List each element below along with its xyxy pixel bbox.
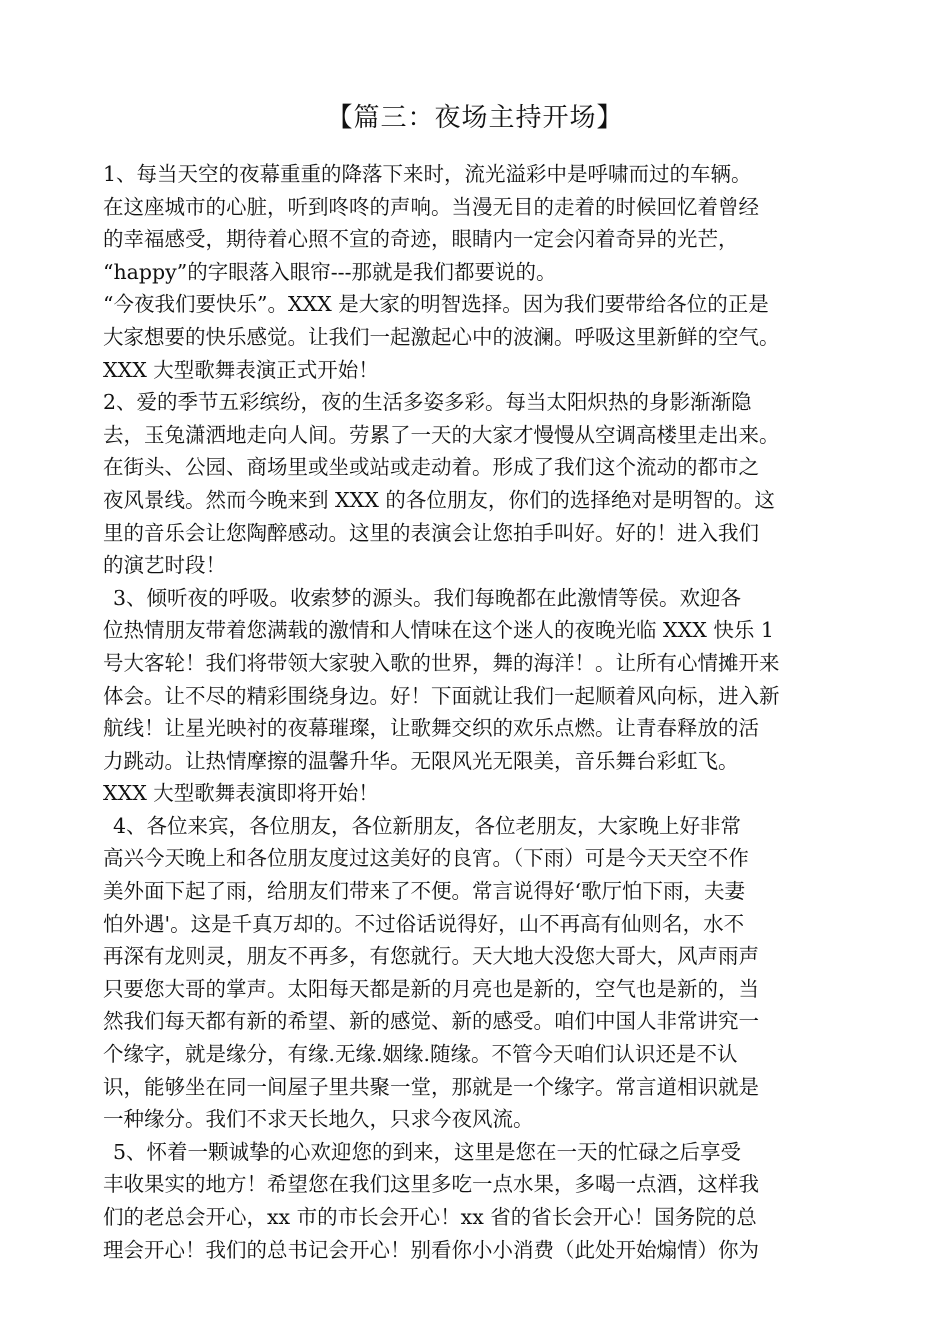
text-line: 航线！让星光映衬的夜幕璀璨，让歌舞交织的欢乐点燃。让青春释放的活 [103,716,759,741]
text-line: 个缘字，就是缘分，有缘.无缘.姻缘.随缘。不管今天咱们认识还是不认 [103,1042,738,1067]
text-line: 2、爱的季节五彩缤纷，夜的生活多姿多彩。每当太阳炽热的身影渐渐隐 [103,390,752,415]
text-line: 5、怀着一颗诚挚的心欢迎您的到来，这里是您在一天的忙碌之后享受 [113,1139,742,1164]
text-line: 只要您大哥的掌声。太阳每天都是新的月亮也是新的，空气也是新的，当 [103,976,759,1001]
text-line: “happy”的字眼落入眼帘---那就是我们都要说的。 [103,259,557,284]
text-line: 怕外遇'。这是千真万却的。不过俗话说得好，山不再高有仙则名，水不 [103,911,745,936]
text-line: XXX 大型歌舞表演正式开始！ [103,357,379,382]
text-line: “今夜我们要快乐”。XXX 是大家的明智选择。因为我们要带给各位的正是 [103,292,769,317]
text-line: 一种缘分。我们不求天长地久，只求今夜风流。 [103,1107,534,1132]
text-line: 丰收果实的地方！希望您在我们这里多吃一点水果，多喝一点酒，这样我 [103,1172,759,1197]
text-line: XXX 大型歌舞表演即将开始！ [103,781,379,806]
text-line: 夜风景线。然而今晚来到 XXX 的各位朋友，你们的选择绝对是明智的。这 [103,487,775,512]
page-title: 【篇三：夜场主持开场】 [326,103,624,133]
text-line: 号大客轮！我们将带领大家驶入歌的世界，舞的海洋！。让所有心情摊开来 [103,650,780,675]
text-line: 在街头、公园、商场里或坐或站或走动着。形成了我们这个流动的都市之 [103,455,759,480]
text-line: 识，能够坐在同一间屋子里共聚一堂，那就是一个缘字。常言道相识就是 [103,1074,759,1099]
text-line: 们的老总会开心，xx 市的市长会开心！xx 省的省长会开心！国务院的总 [103,1205,757,1229]
text-line: 大家想要的快乐感觉。让我们一起激起心中的波澜。呼吸这里新鲜的空气。 [103,324,780,349]
text-line: 1、每当天空的夜幕重重的降落下来时，流光溢彩中是呼啸而过的车辆。 [103,162,752,186]
text-line: 高兴今天晚上和各位朋友度过这美好的良宵。（下雨）可是今天天空不作 [103,846,749,871]
text-line: 然我们每天都有新的希望、新的感觉、新的感受。咱们中国人非常讲究一 [103,1009,759,1034]
text-line: 里的音乐会让您陶醉感动。这里的表演会让您拍手叫好。好的！进入我们 [103,520,759,545]
text-line: 4、各位来宾，各位朋友，各位新朋友，各位老朋友，大家晚上好非常 [113,813,742,838]
text-line: 美外面下起了雨，给朋友们带来了不便。常言说得好‘歌厅怕下雨，夫妻 [103,879,746,904]
text-line: 位热情朋友带着您满载的激情和人情味在这个迷人的夜晚光临 XXX 快乐 1 [103,618,774,643]
text-line: 的幸福感受，期待着心照不宣的奇迹，眼睛内一定会闪着奇异的光芒， [103,227,739,252]
text-line: 再深有龙则灵，朋友不再多，有您就行。天大地大没您大哥大，风声雨声 [103,944,759,969]
text-line: 在这座城市的心脏，听到咚咚的声响。当漫无目的走着的时候回忆着曾经 [103,194,759,219]
text-line: 去，玉兔潇洒地走向人间。劳累了一天的大家才慢慢从空调高楼里走出来。 [103,422,780,447]
document-body [103,158,863,1266]
text-line: 力跳动。让热情摩擦的温馨升华。无限风光无限美，音乐舞台彩虹飞。 [103,748,739,773]
text-line: 3、倾听夜的呼吸。收索梦的源头。我们每晚都在此激情等侯。欢迎各 [113,585,742,610]
text-line: 体会。让不尽的精彩围绕身边。好！下面就让我们一起顺着风向标，进入新 [103,683,780,708]
text-line: 理会开心！我们的总书记会开心！别看你小小消费（此处开始煽情）你为 [103,1237,759,1262]
text-line: 的演艺时段！ [103,553,226,578]
